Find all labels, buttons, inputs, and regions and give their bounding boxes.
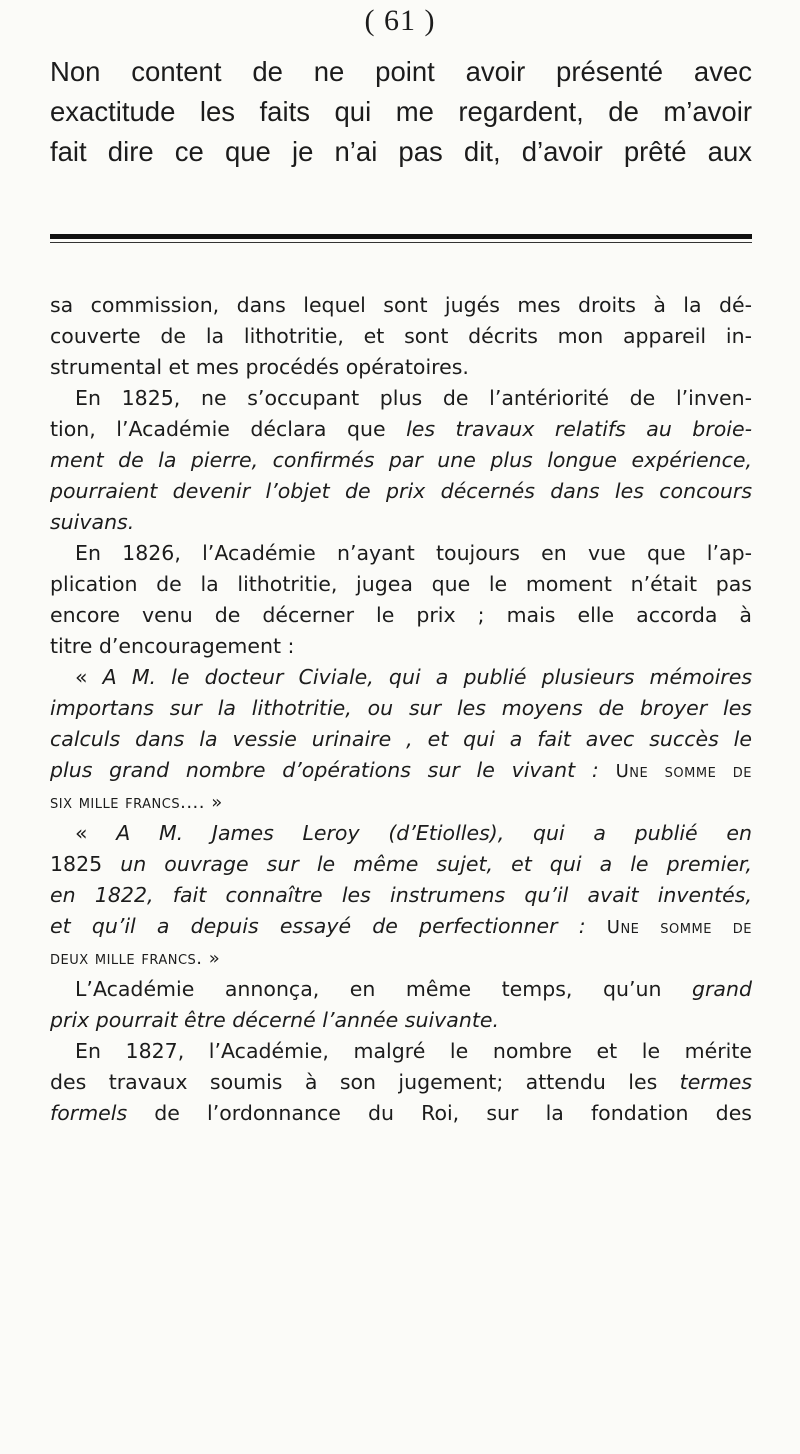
paragraph-1826 bbox=[50, 538, 752, 662]
paragraph-grand-prix bbox=[50, 974, 752, 1036]
text-line: En 1825, ne s’occupant plus de l’antériorité de l’inven- bbox=[75, 386, 752, 410]
text-line: deux mille francs. » bbox=[50, 948, 221, 969]
text-line bbox=[50, 911, 752, 943]
section-divider-thick bbox=[50, 234, 752, 239]
text-line: couverte de la lithotritie, et sont décrits mon appareil in- bbox=[50, 324, 752, 348]
text-line: encore venu de décerner le prix ; mais elle accorda à bbox=[50, 603, 752, 627]
text-line: prix pourrait être décerné l’année suivante. bbox=[50, 1008, 499, 1032]
smallcaps-span: Une somme de bbox=[606, 917, 753, 938]
text-line: Non content de ne point avoir présenté avec bbox=[50, 56, 752, 87]
text-span: « bbox=[75, 821, 117, 845]
italic-span: formels bbox=[50, 1101, 128, 1125]
text-line: plication de la lithotritie, jugea que le moment n’était pas bbox=[50, 572, 752, 596]
text-line bbox=[50, 662, 752, 693]
text-span: tion, l’Académie déclara que bbox=[50, 417, 407, 441]
text-line bbox=[50, 974, 752, 1005]
text-line bbox=[50, 1098, 752, 1129]
text-line bbox=[50, 414, 752, 445]
paragraph-1827 bbox=[50, 1036, 752, 1129]
paragraph-1825 bbox=[50, 383, 752, 538]
text-line: exactitude les faits qui me regardent, de m’avoir bbox=[50, 96, 752, 127]
italic-span: A M. James Leroy (d’Etiolles), qui a publié en bbox=[116, 821, 752, 845]
text-line: calculs dans la vessie urinaire , et qui a fait avec succès le bbox=[50, 727, 752, 751]
text-span: L’Académie annonça, en même temps, qu’un bbox=[75, 977, 692, 1001]
italic-span: les travaux relatifs au broie- bbox=[406, 417, 752, 441]
italic-span: et qu’il a depuis essayé de perfectionner : bbox=[50, 914, 607, 938]
italic-span: plus grand nombre d’opérations sur le vivant : bbox=[50, 758, 616, 782]
section-divider-thin bbox=[50, 242, 752, 243]
italic-span: un ouvrage sur le même sujet, et qui a le premier, bbox=[120, 852, 753, 876]
text-line: six mille francs.... » bbox=[50, 792, 223, 813]
text-line: En 1826, l’Académie n’ayant toujours en vue que l’ap- bbox=[75, 541, 752, 565]
text-line bbox=[50, 849, 752, 880]
top-paragraph bbox=[50, 52, 752, 172]
text-line: sa commission, dans lequel sont jugés mes droits à la dé- bbox=[50, 293, 752, 317]
main-text bbox=[50, 290, 752, 1129]
text-line: En 1827, l’Académie, malgré le nombre et le mérite bbox=[75, 1039, 752, 1063]
text-span: 1825 bbox=[50, 852, 121, 876]
page-number: ( 61 ) bbox=[364, 4, 436, 37]
text-line bbox=[50, 1067, 752, 1098]
smallcaps-span: Une somme de bbox=[615, 761, 752, 782]
text-line: importans sur la lithotritie, ou sur les moyens de broyer les bbox=[50, 696, 752, 720]
text-line: ment de la pierre, confirmés par une plus longue expérience, bbox=[50, 448, 752, 472]
text-line: fait dire ce que je n’ai pas dit, d’avoir prêté aux bbox=[50, 136, 752, 167]
italic-span: fait connaître les instrumens qu’il avait inventés, bbox=[172, 883, 752, 907]
text-line: pourraient devenir l’objet de prix décernés dans les concours bbox=[50, 479, 752, 503]
text-span: des travaux soumis à son jugement; attendu les bbox=[50, 1070, 680, 1094]
text-line: strumental et mes procédés opératoires. bbox=[50, 355, 469, 379]
text-line bbox=[50, 755, 752, 787]
text-span: de l’ordonnance du Roi, sur la fondation des bbox=[127, 1101, 752, 1125]
text-line: suivans. bbox=[50, 510, 135, 534]
quote-civiale bbox=[50, 662, 752, 818]
paragraph-commission bbox=[50, 290, 752, 383]
italic-span: grand bbox=[691, 977, 752, 1001]
italic-span: termes bbox=[679, 1070, 752, 1094]
italic-span: A M. le docteur Civiale, qui a publié plusieurs mémoires bbox=[102, 665, 753, 689]
text-line bbox=[50, 880, 752, 911]
text-span: en 1822, bbox=[50, 883, 173, 907]
quote-leroy bbox=[50, 818, 752, 974]
text-line: titre d’encouragement : bbox=[50, 634, 295, 658]
text-span: « bbox=[75, 665, 103, 689]
text-line bbox=[50, 818, 752, 849]
